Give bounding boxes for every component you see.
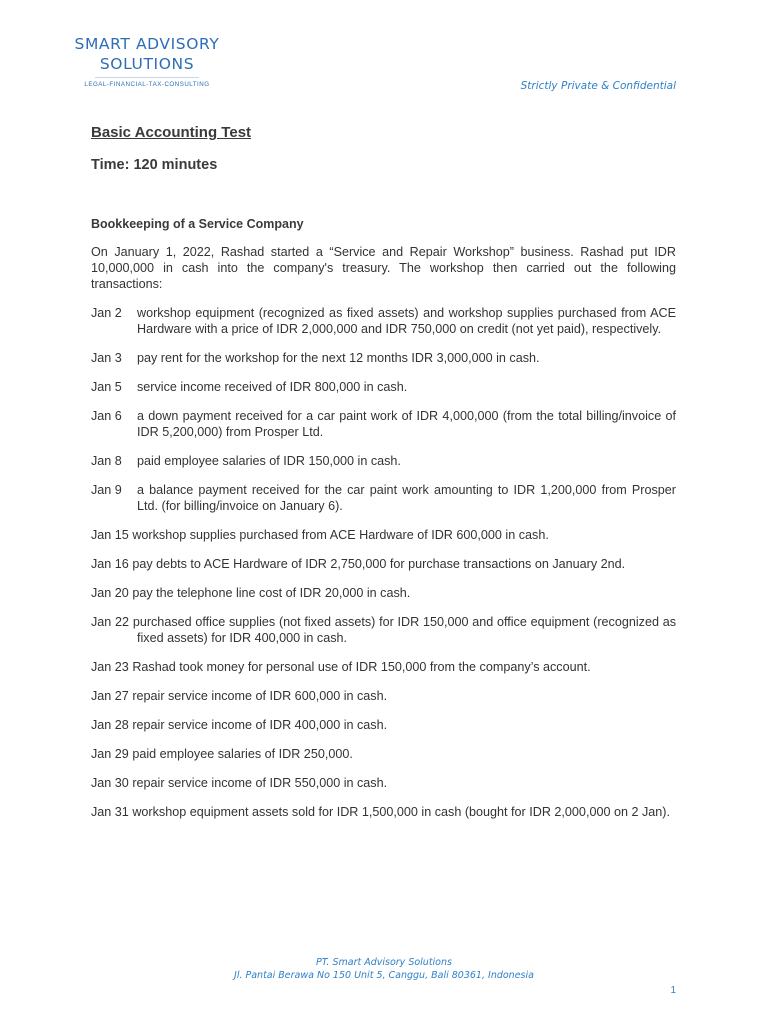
transaction-text: service income received of IDR 800,000 in cash. bbox=[137, 380, 408, 394]
transaction-item bbox=[91, 379, 676, 395]
transaction-date: Jan 15 bbox=[91, 528, 129, 542]
transaction-item bbox=[91, 659, 676, 675]
transaction-date: Jan 20 bbox=[91, 586, 129, 600]
transaction-date: Jan 16 bbox=[91, 557, 129, 571]
transaction-text: repair service income of IDR 550,000 in cash. bbox=[132, 776, 388, 790]
logo-divider bbox=[95, 77, 199, 78]
transaction-item bbox=[91, 804, 676, 820]
transaction-item bbox=[91, 453, 676, 469]
transaction-date: Jan 29 bbox=[91, 747, 129, 761]
transaction-date: Jan 23 bbox=[91, 660, 129, 674]
transaction-item bbox=[91, 305, 676, 337]
section-title: Bookkeeping of a Service Company bbox=[91, 217, 304, 231]
transaction-text: purchased office supplies (not fixed assets) for IDR 150,000 and office equipment (recognized as fixed assets) for IDR 400,000 in cash. bbox=[132, 615, 677, 645]
transaction-text: repair service income of IDR 400,000 in cash. bbox=[132, 718, 388, 732]
transaction-text: workshop supplies purchased from ACE Hardware of IDR 600,000 in cash. bbox=[132, 528, 549, 542]
logo-tagline: LEGAL-FINANCIAL-TAX-CONSULTING bbox=[84, 81, 210, 88]
transaction-text: a balance payment received for the car paint work amounting to IDR 1,200,000 from Prosper Ltd. (for billing/invoice on January 6). bbox=[137, 483, 676, 513]
transaction-item bbox=[91, 688, 676, 704]
transaction-date: Jan 31 bbox=[91, 805, 129, 819]
transaction-date: Jan 5 bbox=[91, 380, 122, 394]
transaction-date: Jan 28 bbox=[91, 718, 129, 732]
footer-address: Jl. Pantai Berawa No 150 Unit 5, Canggu, Bali 80361, Indonesia bbox=[234, 970, 534, 981]
transaction-item bbox=[91, 585, 676, 601]
transaction-text: pay debts to ACE Hardware of IDR 2,750,000 for purchase transactions on January 2nd. bbox=[132, 557, 626, 571]
logo-line1: SMART ADVISORY bbox=[74, 35, 220, 53]
transaction-text: a down payment received for a car paint work of IDR 4,000,000 (from the total billing/invoice of IDR 5,200,000) from Prosper Ltd. bbox=[137, 409, 676, 439]
transaction-text: paid employee salaries of IDR 250,000. bbox=[132, 747, 353, 761]
transaction-text: Rashad took money for personal use of IDR 150,000 from the company’s account. bbox=[132, 660, 591, 674]
transaction-date: Jan 30 bbox=[91, 776, 129, 790]
transaction-item bbox=[91, 482, 676, 514]
transaction-date: Jan 3 bbox=[91, 351, 122, 365]
transaction-date: Jan 2 bbox=[91, 306, 122, 320]
transaction-date: Jan 6 bbox=[91, 409, 122, 423]
transaction-text: workshop equipment assets sold for IDR 1,500,000 in cash (bought for IDR 2,000,000 on 2 Jan). bbox=[132, 805, 670, 819]
transaction-date: Jan 27 bbox=[91, 689, 129, 703]
transaction-item bbox=[91, 527, 676, 543]
time-limit: Time: 120 minutes bbox=[91, 157, 218, 173]
intro-paragraph: On January 1, 2022, Rashad started a “Service and Repair Workshop” business. Rashad put IDR 10,000,000 in cash into the company's treasury. The workshop then carried out the following transactions: bbox=[91, 245, 676, 291]
transaction-date: Jan 9 bbox=[91, 483, 122, 497]
transaction-text: pay the telephone line cost of IDR 20,000 in cash. bbox=[132, 586, 411, 600]
transaction-text: workshop equipment (recognized as fixed assets) and workshop supplies purchased from ACE Hardware with a price of IDR 2,000,000 and IDR 750,000 on credit (not yet paid), respectively. bbox=[137, 306, 676, 336]
page-number: 1 bbox=[670, 985, 676, 996]
transaction-item bbox=[91, 746, 676, 762]
logo-line2: SOLUTIONS bbox=[99, 55, 195, 73]
document-body bbox=[91, 124, 676, 833]
transaction-item bbox=[91, 614, 676, 646]
transaction-date: Jan 8 bbox=[91, 454, 122, 468]
transaction-item bbox=[91, 556, 676, 572]
transaction-item bbox=[91, 408, 676, 440]
transaction-text: repair service income of IDR 600,000 in cash. bbox=[132, 689, 388, 703]
transaction-item bbox=[91, 775, 676, 791]
transaction-text: paid employee salaries of IDR 150,000 in cash. bbox=[137, 454, 401, 468]
transaction-list bbox=[91, 305, 676, 820]
transaction-item bbox=[91, 717, 676, 733]
transaction-text: pay rent for the workshop for the next 12 months IDR 3,000,000 in cash. bbox=[137, 351, 540, 365]
footer bbox=[0, 956, 768, 982]
footer-company: PT. Smart Advisory Solutions bbox=[316, 957, 452, 968]
confidential-notice: Strictly Private & Confidential bbox=[520, 80, 676, 92]
company-logo bbox=[64, 34, 230, 88]
transaction-date: Jan 22 bbox=[91, 615, 130, 629]
test-title: Basic Accounting Test bbox=[91, 124, 252, 141]
transaction-item bbox=[91, 350, 676, 366]
